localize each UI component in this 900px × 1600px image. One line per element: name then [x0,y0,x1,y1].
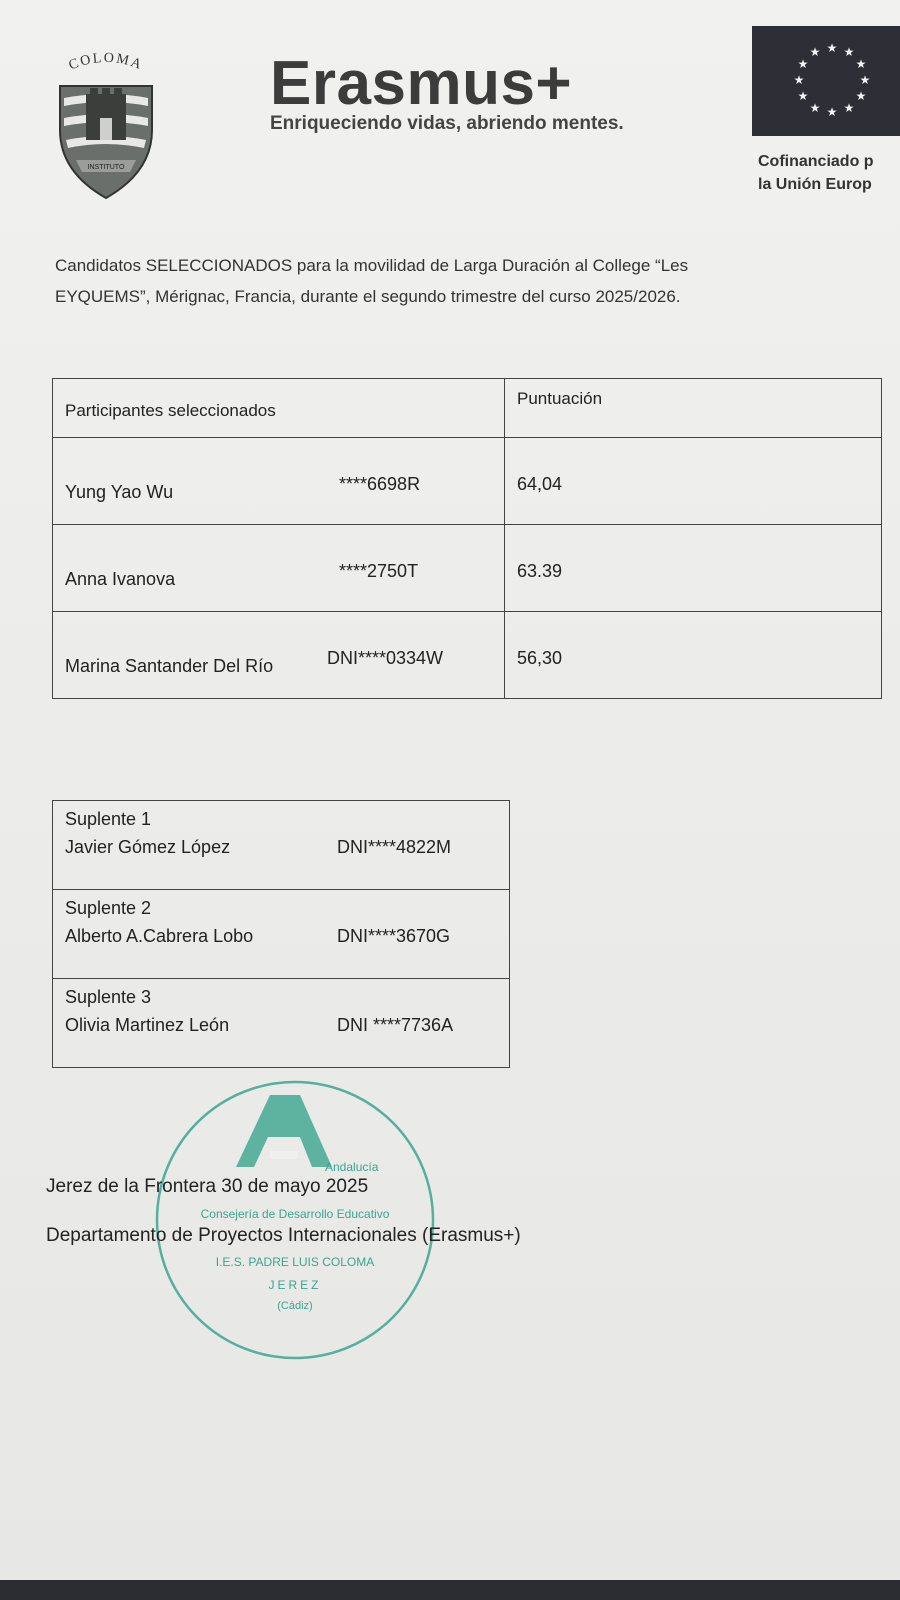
participants-header: Participantes seleccionados [65,401,276,420]
participant-dni: ****2750T [339,561,419,581]
substitute-row [53,890,509,979]
svg-text:Andalucía: Andalucía [325,1160,379,1174]
signature-department: Departamento de Proyectos Internacionales (Erasmus+) [46,1225,521,1246]
erasmus-tagline: Enriqueciendo vidas, abriendo mentes. [270,113,624,134]
signature-place-date: Jerez de la Frontera 30 de mayo 2025 [46,1176,369,1197]
substitute-dni: DNI ****7736A [337,1015,454,1035]
svg-text:★: ★ [826,105,838,119]
eu-text-line1: Cofinanciado p [758,153,874,170]
intro-line2: EYQUEMS”, Mérignac, Francia, durante el segundo trimestre del curso 2025/2026. [55,287,681,306]
selected-participants-table [52,378,882,699]
svg-text:★: ★ [793,73,805,87]
svg-text:Consejería de Desarrollo Educa: Consejería de Desarrollo Educativo [200,1207,390,1221]
participant-name: Yung Yao Wu [65,482,174,502]
svg-text:★: ★ [843,45,855,59]
substitute-dni: DNI****4822M [337,837,452,857]
substitute-label: Suplente 1 [65,809,152,829]
intro-paragraph [55,250,885,312]
official-stamp [150,1075,440,1365]
svg-text:★: ★ [809,101,821,115]
participant-name: Anna Ivanova [65,569,176,589]
participant-dni: DNI****0334W [327,648,444,668]
svg-text:★: ★ [809,45,821,59]
eu-text-line2: la Unión Europ [758,176,872,193]
erasmus-title: Erasmus+ [270,49,573,118]
table-row [53,525,881,612]
table-row [53,612,881,698]
substitute-label: Suplente 3 [65,987,152,1007]
table-row [53,438,881,525]
svg-text:★: ★ [859,73,871,87]
eu-flag-icon [752,26,900,136]
substitute-row [53,801,509,890]
substitute-name: Alberto A.Cabrera Lobo [65,926,254,946]
svg-text:★: ★ [843,101,855,115]
svg-text:COLOMA: COLOMA [66,50,146,74]
svg-text:★: ★ [826,41,838,55]
table-header-row [53,379,881,438]
svg-text:★: ★ [797,89,809,103]
substitute-name: Olivia Martinez León [65,1015,230,1035]
svg-text:★: ★ [855,57,867,71]
svg-text:JEREZ: JEREZ [268,1278,322,1292]
substitute-name: Javier Gómez López [65,837,231,857]
participant-score: 56,30 [517,648,563,668]
eu-cofunded-text [758,150,874,196]
svg-text:I.E.S. PADRE LUIS COLOMA: I.E.S. PADRE LUIS COLOMA [215,1255,375,1269]
substitute-label: Suplente 2 [65,898,152,918]
svg-text:★: ★ [855,89,867,103]
participant-score: 63.39 [517,561,563,581]
school-crest-logo [50,48,162,204]
substitutes-table [52,800,510,1068]
intro-line1: Candidatos SELECCIONADOS para la movilidad de Larga Duración al College “Les [55,256,689,275]
score-header: Puntuación [517,389,603,408]
substitute-dni: DNI****3670G [337,926,451,946]
svg-text:(Cádiz): (Cádiz) [277,1300,313,1312]
participant-score: 64,04 [517,474,563,494]
dark-background-strip [0,1580,900,1600]
svg-text:INSTITUTO: INSTITUTO [87,164,125,171]
participant-dni: ****6698R [339,474,421,494]
participant-name: Marina Santander Del Río [65,656,274,676]
substitute-row [53,979,509,1067]
svg-text:★: ★ [797,57,809,71]
